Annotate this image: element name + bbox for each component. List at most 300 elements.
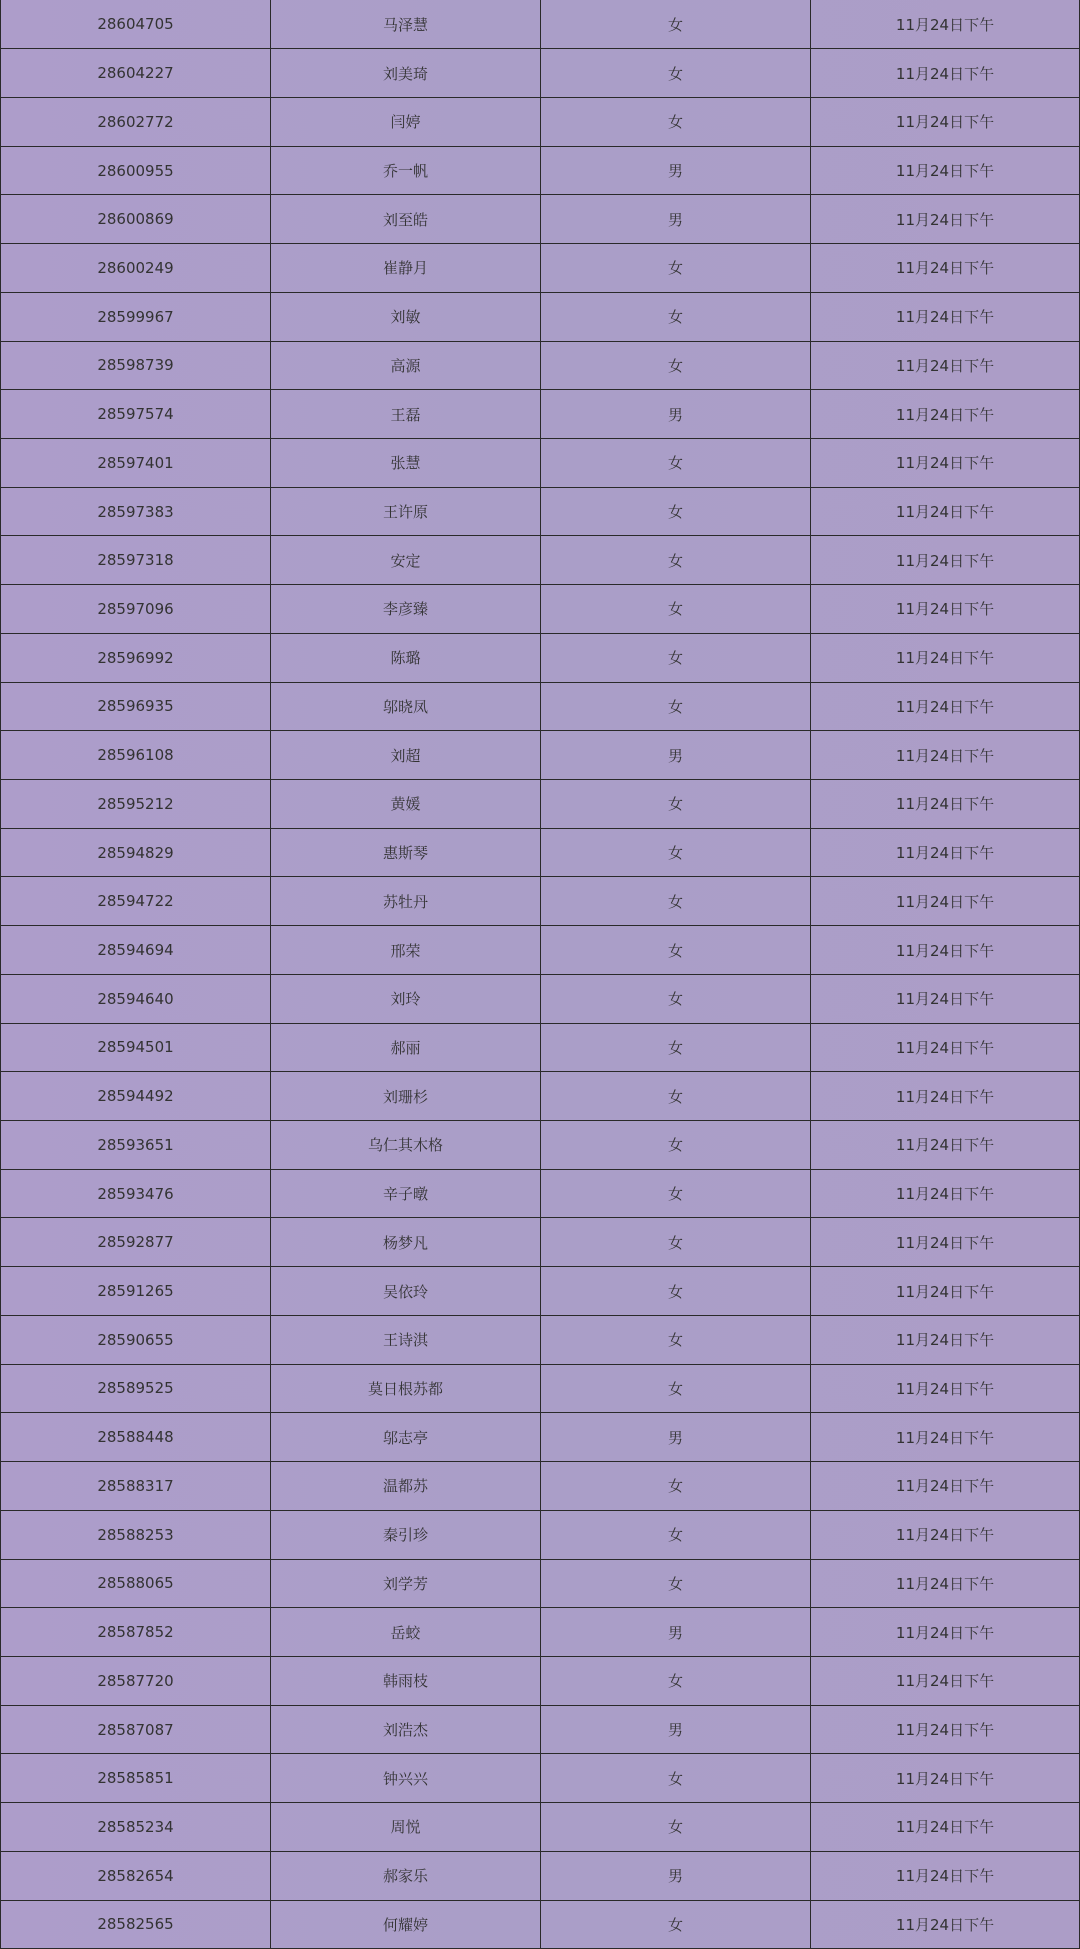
- id-cell[interactable]: [1, 1754, 271, 1803]
- gender-text: 女: [667, 892, 683, 911]
- gender-text: 男: [667, 1428, 683, 1447]
- gender-text: 女: [667, 697, 683, 716]
- gender-cell[interactable]: [541, 97, 811, 146]
- time-cell[interactable]: [811, 1900, 1080, 1949]
- name-text: 何耀婷: [382, 1915, 428, 1934]
- gender-text: 女: [667, 1136, 683, 1155]
- name-text: 闫婷: [390, 113, 421, 132]
- name-text: 刘敏: [390, 308, 421, 327]
- time-cell[interactable]: [811, 195, 1080, 244]
- id-cell[interactable]: [1, 1413, 271, 1462]
- name-text: 温都苏: [382, 1477, 428, 1496]
- name-cell[interactable]: [271, 1608, 541, 1657]
- id-cell[interactable]: [1, 1900, 271, 1949]
- table-row: [1, 195, 1080, 244]
- id-text: 28600249: [97, 258, 174, 277]
- name-cell[interactable]: [271, 341, 541, 390]
- name-cell[interactable]: [271, 438, 541, 487]
- id-cell[interactable]: [1, 244, 271, 293]
- gender-cell[interactable]: [541, 1510, 811, 1559]
- gender-cell[interactable]: [541, 390, 811, 439]
- time-text: 11月24日下午: [895, 1915, 995, 1934]
- name-cell[interactable]: [271, 1559, 541, 1608]
- time-cell[interactable]: [811, 341, 1080, 390]
- table-row: [1, 1608, 1080, 1657]
- name-cell[interactable]: [271, 1656, 541, 1705]
- name-cell[interactable]: [271, 1023, 541, 1072]
- time-cell[interactable]: [811, 390, 1080, 439]
- time-cell[interactable]: [811, 1462, 1080, 1511]
- name-cell[interactable]: [271, 487, 541, 536]
- gender-text: 女: [667, 1915, 683, 1934]
- time-cell[interactable]: [811, 1851, 1080, 1900]
- name-cell[interactable]: [271, 1267, 541, 1316]
- gender-cell[interactable]: [541, 1169, 811, 1218]
- table-row: [1, 926, 1080, 975]
- name-text: 刘超: [390, 746, 421, 765]
- name-cell[interactable]: [271, 1803, 541, 1852]
- gender-text: 女: [667, 1087, 683, 1106]
- time-text: 11月24日下午: [895, 1428, 995, 1447]
- name-text: 王磊: [390, 405, 421, 424]
- time-cell[interactable]: [811, 633, 1080, 682]
- name-cell[interactable]: [271, 195, 541, 244]
- name-text: 吴依玲: [382, 1282, 428, 1301]
- time-cell[interactable]: [811, 1754, 1080, 1803]
- name-cell[interactable]: [271, 97, 541, 146]
- gender-cell[interactable]: [541, 585, 811, 634]
- time-cell[interactable]: [811, 1510, 1080, 1559]
- table-row: [1, 1023, 1080, 1072]
- table-row: [1, 1559, 1080, 1608]
- gender-cell[interactable]: [541, 49, 811, 98]
- table-row: [1, 0, 1080, 49]
- gender-cell[interactable]: [541, 1559, 811, 1608]
- time-cell[interactable]: [811, 1413, 1080, 1462]
- gender-text: 男: [667, 1623, 683, 1642]
- id-text: 28593476: [97, 1184, 174, 1203]
- id-cell[interactable]: [1, 926, 271, 975]
- gender-text: 女: [667, 1574, 683, 1593]
- time-cell[interactable]: [811, 780, 1080, 829]
- name-cell[interactable]: [271, 682, 541, 731]
- name-text: 郝家乐: [382, 1867, 428, 1886]
- id-cell[interactable]: [1, 0, 271, 49]
- id-text: 28599967: [97, 307, 174, 326]
- name-cell[interactable]: [271, 585, 541, 634]
- time-text: 11月24日下午: [895, 600, 995, 619]
- gender-text: 女: [667, 1526, 683, 1545]
- gender-cell[interactable]: [541, 1803, 811, 1852]
- time-text: 11月24日下午: [895, 551, 995, 570]
- time-cell[interactable]: [811, 49, 1080, 98]
- name-cell[interactable]: [271, 1851, 541, 1900]
- name-cell[interactable]: [271, 926, 541, 975]
- name-text: 陈璐: [390, 649, 421, 668]
- gender-cell[interactable]: [541, 244, 811, 293]
- time-text: 11月24日下午: [895, 405, 995, 424]
- name-text: 刘玲: [390, 990, 421, 1009]
- name-text: 崔静月: [382, 259, 428, 278]
- table-row: [1, 1218, 1080, 1267]
- table-row: [1, 1656, 1080, 1705]
- id-cell[interactable]: [1, 390, 271, 439]
- time-cell[interactable]: [811, 1169, 1080, 1218]
- time-text: 11月24日下午: [895, 1867, 995, 1886]
- name-cell[interactable]: [271, 1072, 541, 1121]
- time-cell[interactable]: [811, 1218, 1080, 1267]
- id-text: 28602772: [97, 112, 174, 131]
- table-row: [1, 1121, 1080, 1170]
- gender-cell[interactable]: [541, 1705, 811, 1754]
- gender-cell[interactable]: [541, 1900, 811, 1949]
- gender-cell[interactable]: [541, 0, 811, 49]
- name-text: 刘学芳: [382, 1574, 428, 1593]
- table-row: [1, 1413, 1080, 1462]
- time-text: 11月24日下午: [895, 649, 995, 668]
- id-text: 28594722: [97, 892, 174, 911]
- id-cell[interactable]: [1, 682, 271, 731]
- time-text: 11月24日下午: [895, 113, 995, 132]
- gender-cell[interactable]: [541, 341, 811, 390]
- time-cell[interactable]: [811, 1608, 1080, 1657]
- name-cell[interactable]: [271, 1705, 541, 1754]
- gender-cell[interactable]: [541, 1315, 811, 1364]
- name-text: 邬志亭: [382, 1428, 428, 1447]
- name-cell[interactable]: [271, 1364, 541, 1413]
- gender-cell[interactable]: [541, 1218, 811, 1267]
- time-cell[interactable]: [811, 1023, 1080, 1072]
- gender-text: 女: [667, 503, 683, 522]
- name-text: 邬晓凤: [382, 697, 428, 716]
- gender-cell[interactable]: [541, 438, 811, 487]
- id-text: 28597401: [97, 453, 174, 472]
- gender-cell[interactable]: [541, 1656, 811, 1705]
- name-cell[interactable]: [271, 1462, 541, 1511]
- table-row: [1, 1705, 1080, 1754]
- name-cell[interactable]: [271, 1315, 541, 1364]
- gender-text: 女: [667, 454, 683, 473]
- id-cell[interactable]: [1, 1267, 271, 1316]
- name-text: 李彦臻: [382, 600, 428, 619]
- id-cell[interactable]: [1, 1169, 271, 1218]
- table-row: [1, 1169, 1080, 1218]
- name-cell[interactable]: [271, 1510, 541, 1559]
- gender-text: 男: [667, 1867, 683, 1886]
- gender-cell[interactable]: [541, 877, 811, 926]
- id-text: 28593651: [97, 1135, 174, 1154]
- id-text: 28582565: [97, 1915, 174, 1934]
- id-cell[interactable]: [1, 1218, 271, 1267]
- time-text: 11月24日下午: [895, 697, 995, 716]
- name-text: 刘美琦: [382, 64, 428, 83]
- gender-text: 女: [667, 1233, 683, 1252]
- table-row: [1, 1462, 1080, 1511]
- name-text: 黄媛: [390, 795, 421, 814]
- id-text: 28600869: [97, 210, 174, 229]
- gender-text: 女: [667, 990, 683, 1009]
- id-text: 28600955: [97, 161, 174, 180]
- table-row: [1, 97, 1080, 146]
- id-cell[interactable]: [1, 974, 271, 1023]
- name-cell[interactable]: [271, 1218, 541, 1267]
- time-text: 11月24日下午: [895, 795, 995, 814]
- id-text: 28594492: [97, 1087, 174, 1106]
- name-text: 马泽慧: [382, 15, 428, 34]
- name-cell[interactable]: [271, 731, 541, 780]
- name-text: 刘浩杰: [382, 1721, 428, 1740]
- name-cell[interactable]: [271, 146, 541, 195]
- table-row: [1, 780, 1080, 829]
- gender-cell[interactable]: [541, 536, 811, 585]
- name-text: 钟兴兴: [382, 1769, 428, 1788]
- gender-text: 女: [667, 649, 683, 668]
- time-text: 11月24日下午: [895, 1136, 995, 1155]
- name-cell[interactable]: [271, 1121, 541, 1170]
- time-cell[interactable]: [811, 1559, 1080, 1608]
- name-cell[interactable]: [271, 390, 541, 439]
- gender-cell[interactable]: [541, 292, 811, 341]
- time-cell[interactable]: [811, 438, 1080, 487]
- gender-text: 女: [667, 795, 683, 814]
- id-text: 28592877: [97, 1233, 174, 1252]
- table-row: [1, 1072, 1080, 1121]
- id-cell[interactable]: [1, 97, 271, 146]
- name-text: 乌仁其木格: [367, 1136, 443, 1155]
- id-text: 28597318: [97, 551, 174, 570]
- gender-cell[interactable]: [541, 1267, 811, 1316]
- time-cell[interactable]: [811, 682, 1080, 731]
- table-row: [1, 487, 1080, 536]
- time-text: 11月24日下午: [895, 308, 995, 327]
- gender-cell[interactable]: [541, 1608, 811, 1657]
- time-cell[interactable]: [811, 244, 1080, 293]
- id-cell[interactable]: [1, 1705, 271, 1754]
- table-row: [1, 390, 1080, 439]
- id-cell[interactable]: [1, 341, 271, 390]
- id-cell[interactable]: [1, 731, 271, 780]
- name-cell[interactable]: [271, 780, 541, 829]
- id-text: 28588065: [97, 1574, 174, 1593]
- gender-cell[interactable]: [541, 1072, 811, 1121]
- gender-text: 女: [667, 1818, 683, 1837]
- gender-text: 女: [667, 356, 683, 375]
- gender-text: 男: [667, 162, 683, 181]
- time-cell[interactable]: [811, 1315, 1080, 1364]
- name-cell[interactable]: [271, 1900, 541, 1949]
- table-row: [1, 1754, 1080, 1803]
- name-text: 惠斯琴: [382, 844, 428, 863]
- time-cell[interactable]: [811, 926, 1080, 975]
- table-row: [1, 1851, 1080, 1900]
- name-text: 张慧: [390, 454, 421, 473]
- id-cell[interactable]: [1, 536, 271, 585]
- time-cell[interactable]: [811, 292, 1080, 341]
- table-row: [1, 536, 1080, 585]
- time-text: 11月24日下午: [895, 1672, 995, 1691]
- gender-cell[interactable]: [541, 1851, 811, 1900]
- id-cell[interactable]: [1, 292, 271, 341]
- gender-cell[interactable]: [541, 974, 811, 1023]
- id-cell[interactable]: [1, 49, 271, 98]
- name-text: 杨梦凡: [382, 1233, 428, 1252]
- time-text: 11月24日下午: [895, 64, 995, 83]
- table-row: [1, 585, 1080, 634]
- id-cell[interactable]: [1, 1121, 271, 1170]
- id-cell[interactable]: [1, 1803, 271, 1852]
- id-text: 28587852: [97, 1623, 174, 1642]
- table-row: [1, 341, 1080, 390]
- table-row: [1, 244, 1080, 293]
- time-text: 11月24日下午: [895, 1331, 995, 1350]
- gender-text: 女: [667, 113, 683, 132]
- id-text: 28597574: [97, 405, 174, 424]
- table-row: [1, 828, 1080, 877]
- gender-cell[interactable]: [541, 1364, 811, 1413]
- time-cell[interactable]: [811, 536, 1080, 585]
- table-row: [1, 682, 1080, 731]
- id-cell[interactable]: [1, 877, 271, 926]
- id-cell[interactable]: [1, 1510, 271, 1559]
- id-cell[interactable]: [1, 487, 271, 536]
- time-cell[interactable]: [811, 1121, 1080, 1170]
- table-body: [1, 0, 1080, 1949]
- time-cell[interactable]: [811, 1267, 1080, 1316]
- id-cell[interactable]: [1, 1023, 271, 1072]
- time-text: 11月24日下午: [895, 1623, 995, 1642]
- name-cell[interactable]: [271, 0, 541, 49]
- gender-text: 女: [667, 1769, 683, 1788]
- id-cell[interactable]: [1, 438, 271, 487]
- id-cell[interactable]: [1, 1315, 271, 1364]
- time-cell[interactable]: [811, 877, 1080, 926]
- gender-cell[interactable]: [541, 1754, 811, 1803]
- time-text: 11月24日下午: [895, 454, 995, 473]
- gender-cell[interactable]: [541, 1023, 811, 1072]
- id-cell[interactable]: [1, 195, 271, 244]
- gender-text: 女: [667, 15, 683, 34]
- name-cell[interactable]: [271, 292, 541, 341]
- id-cell[interactable]: [1, 633, 271, 682]
- id-text: 28596935: [97, 697, 174, 716]
- id-cell[interactable]: [1, 1462, 271, 1511]
- gender-cell[interactable]: [541, 487, 811, 536]
- id-text: 28596108: [97, 746, 174, 765]
- time-cell[interactable]: [811, 1803, 1080, 1852]
- name-text: 安定: [390, 551, 421, 570]
- gender-text: 女: [667, 551, 683, 570]
- time-cell[interactable]: [811, 828, 1080, 877]
- time-cell[interactable]: [811, 1364, 1080, 1413]
- table-row: [1, 146, 1080, 195]
- gender-cell[interactable]: [541, 633, 811, 682]
- id-text: 28591265: [97, 1282, 174, 1301]
- id-cell[interactable]: [1, 1656, 271, 1705]
- name-cell[interactable]: [271, 1169, 541, 1218]
- name-cell[interactable]: [271, 1754, 541, 1803]
- id-cell[interactable]: [1, 1072, 271, 1121]
- gender-cell[interactable]: [541, 1121, 811, 1170]
- id-text: 28594501: [97, 1038, 174, 1057]
- time-text: 11月24日下午: [895, 1185, 995, 1204]
- time-cell[interactable]: [811, 0, 1080, 49]
- time-cell[interactable]: [811, 731, 1080, 780]
- gender-cell[interactable]: [541, 780, 811, 829]
- table-row: [1, 877, 1080, 926]
- id-text: 28594694: [97, 941, 174, 960]
- name-cell[interactable]: [271, 49, 541, 98]
- time-text: 11月24日下午: [895, 1769, 995, 1788]
- time-text: 11月24日下午: [895, 1379, 995, 1398]
- id-cell[interactable]: [1, 1851, 271, 1900]
- time-text: 11月24日下午: [895, 356, 995, 375]
- gender-cell[interactable]: [541, 1413, 811, 1462]
- table-row: [1, 974, 1080, 1023]
- gender-cell[interactable]: [541, 146, 811, 195]
- name-cell[interactable]: [271, 1413, 541, 1462]
- id-cell[interactable]: [1, 828, 271, 877]
- name-cell[interactable]: [271, 244, 541, 293]
- name-cell[interactable]: [271, 828, 541, 877]
- name-cell[interactable]: [271, 536, 541, 585]
- gender-text: 女: [667, 600, 683, 619]
- id-text: 28594829: [97, 843, 174, 862]
- time-cell[interactable]: [811, 1072, 1080, 1121]
- time-cell[interactable]: [811, 585, 1080, 634]
- gender-text: 女: [667, 1477, 683, 1496]
- id-text: 28596992: [97, 648, 174, 667]
- gender-cell[interactable]: [541, 1462, 811, 1511]
- time-cell[interactable]: [811, 1656, 1080, 1705]
- time-text: 11月24日下午: [895, 1574, 995, 1593]
- id-cell[interactable]: [1, 1364, 271, 1413]
- time-text: 11月24日下午: [895, 1087, 995, 1106]
- gender-text: 女: [667, 844, 683, 863]
- id-cell[interactable]: [1, 585, 271, 634]
- id-text: 28598739: [97, 356, 174, 375]
- id-text: 28587087: [97, 1720, 174, 1739]
- name-text: 岳蛟: [390, 1623, 421, 1642]
- name-cell[interactable]: [271, 974, 541, 1023]
- gender-cell[interactable]: [541, 731, 811, 780]
- name-cell[interactable]: [271, 633, 541, 682]
- id-cell[interactable]: [1, 780, 271, 829]
- id-text: 28604227: [97, 64, 174, 83]
- id-cell[interactable]: [1, 146, 271, 195]
- time-text: 11月24日下午: [895, 990, 995, 1009]
- gender-cell[interactable]: [541, 828, 811, 877]
- gender-text: 女: [667, 259, 683, 278]
- time-cell[interactable]: [811, 97, 1080, 146]
- name-cell[interactable]: [271, 877, 541, 926]
- table-row: [1, 1315, 1080, 1364]
- gender-text: 女: [667, 1672, 683, 1691]
- id-cell[interactable]: [1, 1608, 271, 1657]
- id-text: 28594640: [97, 989, 174, 1008]
- id-text: 28587720: [97, 1671, 174, 1690]
- gender-cell[interactable]: [541, 926, 811, 975]
- gender-cell[interactable]: [541, 195, 811, 244]
- time-cell[interactable]: [811, 146, 1080, 195]
- id-text: 28588253: [97, 1525, 174, 1544]
- time-cell[interactable]: [811, 974, 1080, 1023]
- id-text: 28585234: [97, 1817, 174, 1836]
- time-cell[interactable]: [811, 487, 1080, 536]
- id-cell[interactable]: [1, 1559, 271, 1608]
- name-text: 苏牡丹: [382, 892, 428, 911]
- time-cell[interactable]: [811, 1705, 1080, 1754]
- gender-cell[interactable]: [541, 682, 811, 731]
